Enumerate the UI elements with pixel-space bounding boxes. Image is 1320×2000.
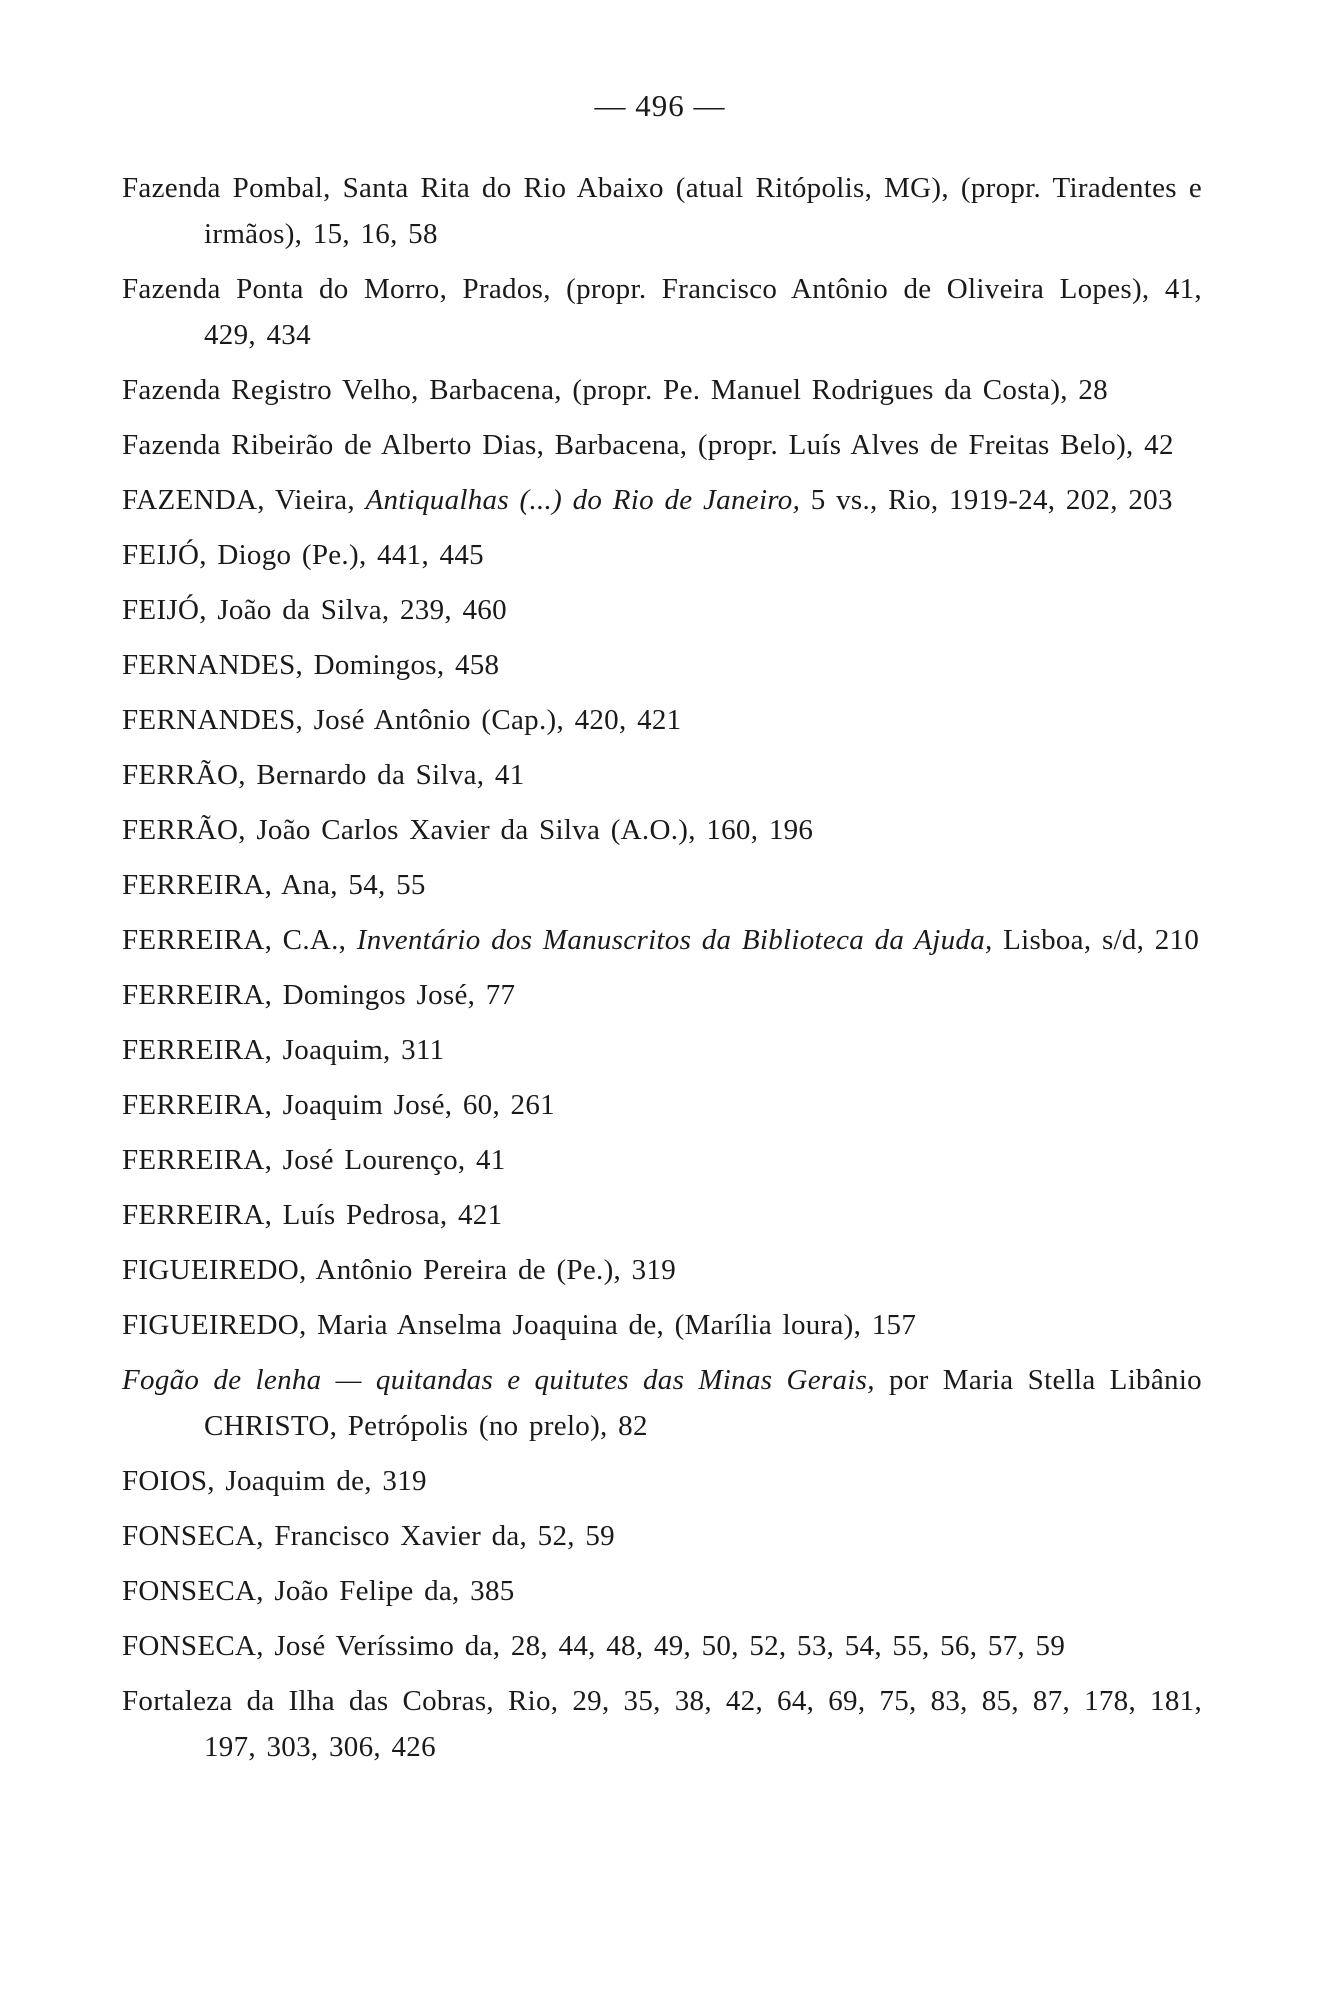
index-entry <box>122 862 1202 908</box>
index-entry <box>122 917 1202 963</box>
index-entry <box>122 1247 1202 1293</box>
index-entry <box>122 1192 1202 1238</box>
index-entry <box>122 642 1202 688</box>
index-entry <box>122 972 1202 1018</box>
entry-text: FEIJÓ, Diogo (Pe.), 441, 445 <box>122 539 484 571</box>
entry-text: FONSECA, José Veríssimo da, 28, 44, 48, 49, 50, 52, 53, 54, 55, 56, 57, 59 <box>122 1630 1066 1662</box>
index-entry <box>122 807 1202 853</box>
entry-text: Fazenda Ribeirão de Alberto Dias, Barbacena, (propr. Luís Alves de Freitas Belo), 42 <box>122 429 1174 461</box>
index-entry <box>122 1137 1202 1183</box>
entry-author: FERREIRA, C.A., <box>122 924 357 956</box>
entry-text: FERREIRA, Ana, 54, 55 <box>122 869 426 901</box>
entry-text: FERNANDES, Domingos, 458 <box>122 649 500 681</box>
entry-title-italic: Fogão de lenha — quitandas e quitutes das Minas Gerais, <box>122 1364 875 1396</box>
entry-author: FAZENDA, Vieira, <box>122 484 366 516</box>
index-entry <box>122 1458 1202 1504</box>
index-entry <box>122 532 1202 578</box>
entry-text: FERREIRA, Joaquim José, 60, 261 <box>122 1089 555 1121</box>
entry-text: FERNANDES, José Antônio (Cap.), 420, 421 <box>122 704 682 736</box>
index-entry <box>122 477 1202 523</box>
index-entry <box>122 266 1202 358</box>
index-entry <box>122 1678 1202 1770</box>
index-entry <box>122 367 1202 413</box>
entry-text: Fazenda Pombal, Santa Rita do Rio Abaixo (atual Ritópolis, MG), (propr. Tiradentes e irmãos), 15, 16, 58 <box>122 172 1202 250</box>
entry-text: FERRÃO, João Carlos Xavier da Silva (A.O.), 160, 196 <box>122 814 814 846</box>
page-number: — 496 — <box>594 88 726 123</box>
index-entry <box>122 1302 1202 1348</box>
index-entry <box>122 165 1202 257</box>
entry-title-italic: Inventário dos Manuscritos da Biblioteca da Ajuda, <box>356 924 993 956</box>
index-entry <box>122 697 1202 743</box>
index-entry <box>122 1513 1202 1559</box>
entry-text: FERREIRA, Joaquim, 311 <box>122 1034 445 1066</box>
entry-details: Lisboa, s/d, 210 <box>992 924 1200 956</box>
entry-details: por Maria Stella Libânio CHRISTO, Petrópolis (no prelo), 82 <box>204 1364 1202 1442</box>
entry-text: FERREIRA, José Lourenço, 41 <box>122 1144 506 1176</box>
entry-text: FONSECA, Francisco Xavier da, 52, 59 <box>122 1520 615 1552</box>
index-entry <box>122 1357 1202 1449</box>
index-entry <box>122 1568 1202 1614</box>
index-entry <box>122 1623 1202 1669</box>
entry-text: FEIJÓ, João da Silva, 239, 460 <box>122 594 507 626</box>
index-entry <box>122 422 1202 468</box>
entry-text: FIGUEIREDO, Maria Anselma Joaquina de, (Marília loura), 157 <box>122 1309 917 1341</box>
entry-text: Fazenda Ponta do Morro, Prados, (propr. Francisco Antônio de Oliveira Lopes), 41, 429, 434 <box>122 273 1202 351</box>
entry-text: Fazenda Registro Velho, Barbacena, (propr. Pe. Manuel Rodrigues da Costa), 28 <box>122 374 1108 406</box>
index-entries <box>122 165 1202 1779</box>
entry-text: FOIOS, Joaquim de, 319 <box>122 1465 427 1497</box>
entry-details: 5 vs., Rio, 1919-24, 202, 203 <box>800 484 1173 516</box>
entry-text: FERRÃO, Bernardo da Silva, 41 <box>122 759 525 791</box>
index-entry <box>122 752 1202 798</box>
entry-title-italic: Antiqualhas (...) do Rio de Janeiro, <box>365 484 801 516</box>
entry-text: FERREIRA, Luís Pedrosa, 421 <box>122 1199 503 1231</box>
entry-text: Fortaleza da Ilha das Cobras, Rio, 29, 35, 38, 42, 64, 69, 75, 83, 85, 87, 178, 181, 197, 303, 306, 426 <box>122 1685 1202 1763</box>
index-entry <box>122 1027 1202 1073</box>
entry-text: FIGUEIREDO, Antônio Pereira de (Pe.), 319 <box>122 1254 677 1286</box>
index-entry <box>122 1082 1202 1128</box>
entry-text: FERREIRA, Domingos José, 77 <box>122 979 516 1011</box>
entry-text: FONSECA, João Felipe da, 385 <box>122 1575 515 1607</box>
index-entry <box>122 587 1202 633</box>
